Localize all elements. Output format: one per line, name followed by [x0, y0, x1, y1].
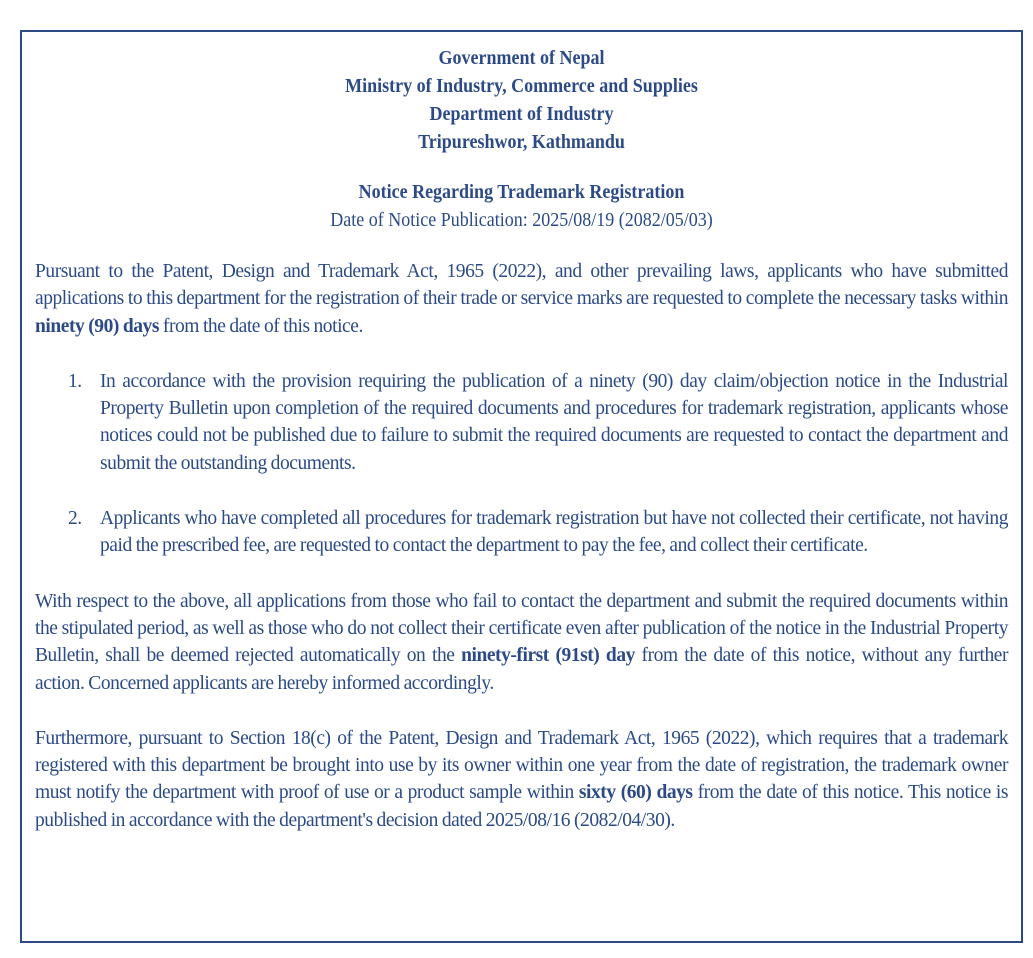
- header-address: Tripureshwor, Kathmandu: [418, 131, 625, 153]
- header-department: Department of Industry: [429, 103, 614, 125]
- usage-paragraph: [35, 725, 1008, 834]
- requirements-list: [68, 368, 1008, 560]
- list-item: [68, 368, 1008, 477]
- rejection-paragraph: [35, 588, 1008, 697]
- header-ministry: Ministry of Industry, Commerce and Supplies: [345, 75, 698, 97]
- rejection-text-end: from the date of this notice, without any further action. Concerned applicants are hereby informed accordingly.: [35, 645, 1008, 694]
- letterhead: [84, 44, 960, 156]
- intro-deadline: ninety (90) days: [35, 315, 159, 337]
- notice-frame: [20, 30, 1023, 943]
- list-item-number: 2.: [68, 508, 82, 530]
- usage-deadline: sixty (60) days: [578, 782, 693, 804]
- usage-text-end: from the date of this notice. This notice is published in accordance with the department's decision dated 2025/08/16 (2082/04/30).: [35, 782, 1008, 831]
- intro-text-start: Pursuant to the Patent, Design and Trademark Act, 1965 (2022), and other prevailing laws, applicants who have submitted applications to this department for the registration of their trade or service marks are requested to complete the necessary tasks within: [35, 261, 1008, 310]
- list-item: [68, 505, 1008, 560]
- usage-text-start: Furthermore, pursuant to Section 18(c) of the Patent, Design and Trademark Act, 1965 (2022), which requires that a trademark registered with this department be brought into use by its owner within one year from the date of registration, the trademark owner must notify the department with proof of use or a product sample within: [35, 727, 1008, 804]
- notice-date: Date of Notice Publication: 2025/08/19 (2082/05/03): [330, 209, 713, 231]
- rejection-deadline: ninety-first (91st) day: [461, 645, 635, 667]
- list-item-text: In accordance with the provision requiring the publication of a ninety (90) day claim/objection notice in the Industrial Property Bulletin upon completion of the required documents and procedures for trademark registration, applicants whose notices could not be published due to failure to submit the required documents are requested to contact the department and submit the outstanding documents.: [100, 370, 1008, 474]
- notice-title: Notice Regarding Trademark Registration: [358, 181, 685, 203]
- notice-content: [35, 44, 1008, 834]
- header-government: Government of Nepal: [438, 47, 605, 69]
- intro-text-end: from the date of this notice.: [158, 315, 363, 337]
- list-item-number: 1.: [68, 370, 82, 392]
- intro-paragraph: [35, 258, 1008, 340]
- rejection-text-start: With respect to the above, all applications from those who fail to contact the department and submit the required documents within the stipulated period, as well as those who do not collect their certificate even after publication of the notice in the Industrial Property Bulletin, shall be deemed rejected automatically on the: [35, 590, 1008, 667]
- list-item-text: Applicants who have completed all procedures for trademark registration but have not collected their certificate, not having paid the prescribed fee, are requested to contact the department to pay the fee, and collect their certificate.: [100, 508, 1008, 557]
